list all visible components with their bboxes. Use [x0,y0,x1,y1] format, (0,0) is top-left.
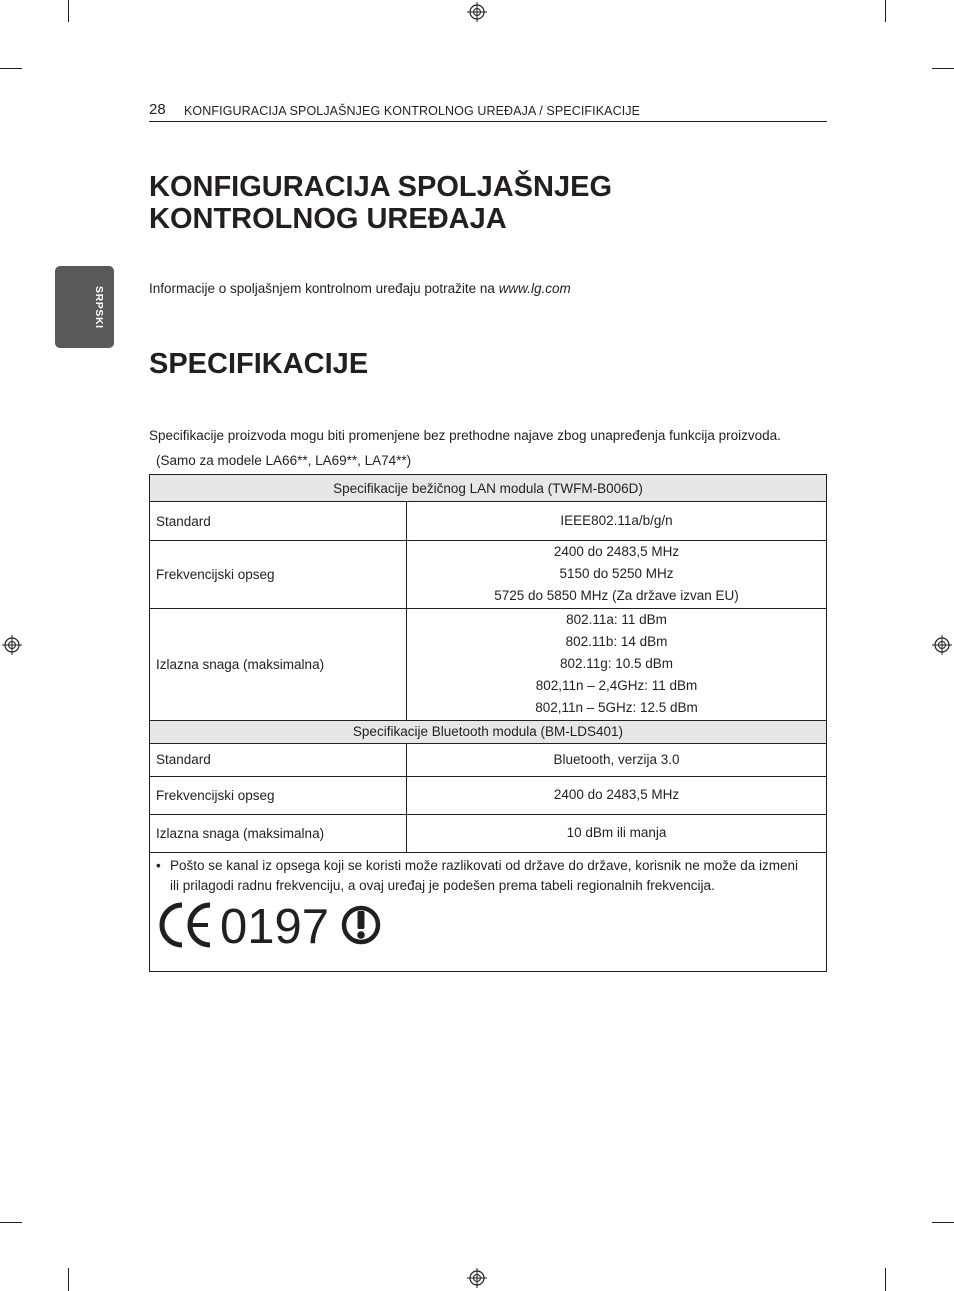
registration-mark-icon [467,1268,487,1288]
table-row [150,502,827,541]
table-row [150,608,827,720]
spec-change-note: Specifikacije proizvoda mogu biti promenjene bez prethodne najave zbog unapređenja funkcija proizvoda. [149,428,781,443]
row-value [407,776,827,814]
table-row [150,814,827,852]
row-label: Izlazna snaga (maksimalna) [150,814,407,852]
value-line: IEEE802.11a/b/g/n [560,512,673,528]
row-label: Frekvencijski opseg [150,541,407,609]
language-tab [55,266,114,348]
row-value [407,608,827,720]
intro-text: Informacije o spoljašnjem kontrolnom uređaju potražite na [149,281,499,296]
website-link: www.lg.com [498,281,571,296]
table-row [150,541,827,609]
value-line: 802.11a: 11 dBm [566,611,667,627]
row-label: Standard [150,502,407,541]
value-line: 802,11n – 2,4GHz: 11 dBm [535,678,698,694]
row-label: Standard [150,743,407,776]
value-line: 2400 do 2483,5 MHz [553,544,680,559]
spec-table [149,474,827,972]
value-line: 802,11n – 5GHz: 12.5 dBm [535,700,698,716]
regulatory-note-cell [150,852,827,971]
value-line: 10 dBm ili manja [566,825,667,841]
bullet: • [156,857,161,873]
ce-marking [158,899,388,956]
row-value [407,502,827,541]
table-row [150,776,827,814]
crop-mark [932,1222,954,1223]
crop-mark [68,0,69,22]
table-row [150,743,827,776]
crop-mark [0,1222,22,1223]
section-title-external-control [149,171,829,235]
lan-module-header: Specifikacije bežičnog LAN modula (TWFM-B006D) [150,475,827,502]
crop-mark [885,0,886,22]
ce-logo-icon [158,899,388,953]
model-note: (Samo za modele LA66**, LA69**, LA74**) [156,453,412,468]
crop-mark [0,68,22,69]
row-label: Izlazna snaga (maksimalna) [150,608,407,720]
row-value [407,814,827,852]
running-header: KONFIGURACIJA SPOLJAŠNJEG KONTROLNOG UREĐAJA / SPECIFIKACIJE [184,104,641,118]
intro-paragraph [149,281,571,296]
bluetooth-module-header: Specifikacije Bluetooth modula (BM-LDS401) [150,720,827,743]
language-tab-label: SRPSKI [93,285,105,329]
header-divider [149,121,827,122]
value-line: 802.11b: 14 dBm [565,633,668,649]
registration-mark-icon [2,635,22,655]
crop-mark [885,1268,886,1291]
value-line: 5150 do 5250 MHz [559,566,674,582]
row-value [407,541,827,609]
ce-number: 0197 [220,899,330,953]
registration-mark-icon [467,2,487,22]
value-line: 802.11g: 10.5 dBm [559,656,674,672]
row-label: Frekvencijski opseg [150,776,407,814]
value-line: Bluetooth, verzija 3.0 [553,751,680,767]
section-title-line: KONTROLNOG UREĐAJA [149,203,507,235]
frequency-note: Pošto se kanal iz opsega koji se koristi može razlikovati od države do države, korisnik ne može da izmeni ili prilagodi radnu frekvenciju, a ovaj uređaj je podešen prema tabeli regionalnih frekvencija. [170,857,799,893]
value-line: 2400 do 2483,5 MHz [553,787,680,803]
row-value [407,743,827,776]
crop-mark [932,68,954,69]
section-title-line: KONFIGURACIJA SPOLJAŠNJEG [149,171,612,203]
registration-mark-icon [932,635,952,655]
section-title-specifications: SPECIFIKACIJE [149,348,369,380]
crop-mark [68,1268,69,1291]
page-number: 28 [149,101,166,118]
value-line: 5725 do 5850 MHz (Za države izvan EU) [494,588,739,604]
